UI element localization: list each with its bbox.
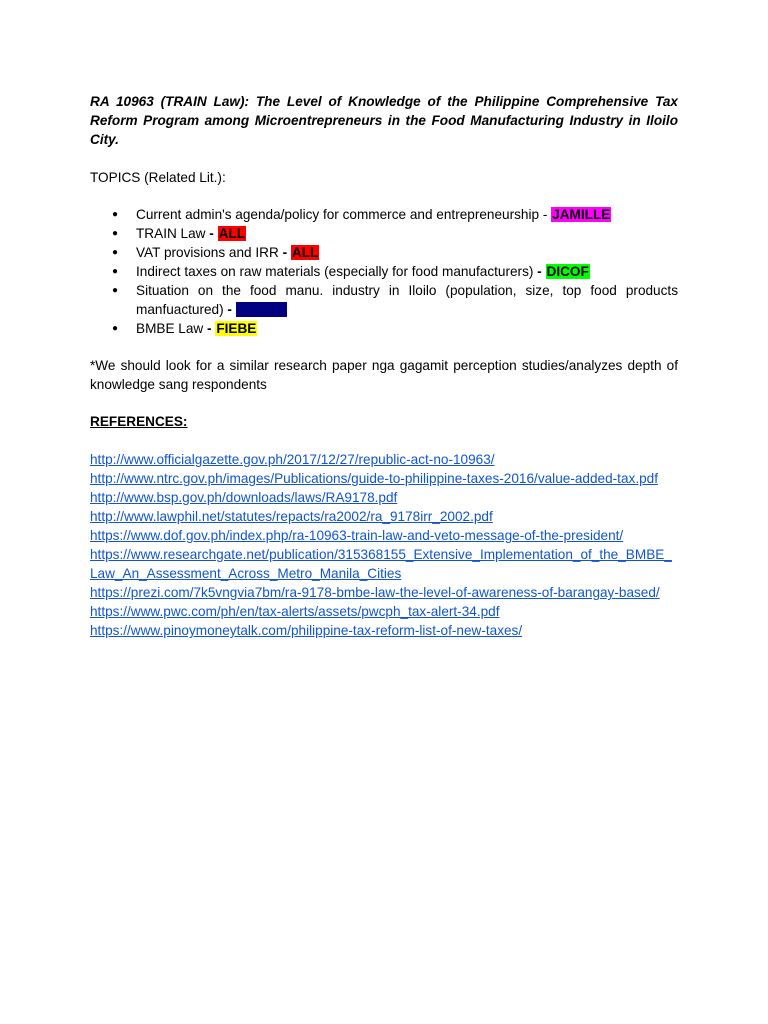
reference-link[interactable]: https://www.researchgate.net/publication/315368155_Extensive_Implementation_of_the_BMBE_Law_An_Assessment_Across_Metro_Manila_Cities — [90, 547, 672, 581]
topic-item — [90, 319, 678, 338]
reference-link[interactable]: https://prezi.com/7k5vngvia7bm/ra-9178-bmbe-law-the-level-of-awareness-of-barangay-based/ — [90, 585, 660, 600]
reference-item — [90, 488, 678, 507]
topic-assignee-badge: ALL — [291, 245, 319, 260]
bullet-icon: ● — [112, 228, 119, 239]
topic-item — [90, 262, 678, 281]
topic-assignee-badge: ROBER — [236, 302, 286, 317]
topic-assignee-badge: ALL — [218, 226, 246, 241]
topic-item — [90, 205, 678, 224]
topic-separator: - — [203, 321, 216, 336]
topics-heading: TOPICS (Related Lit.): — [90, 170, 226, 185]
topic-separator: - — [539, 207, 552, 222]
reference-link[interactable]: http://www.ntrc.gov.ph/images/Publications/guide-to-philippine-taxes-2016/value-added-tax.pdf — [90, 471, 658, 486]
topic-separator: - — [533, 264, 546, 279]
bullet-icon: ● — [112, 323, 119, 334]
topic-text: Indirect taxes on raw materials (especially for food manufacturers) — [136, 264, 534, 279]
reference-item — [90, 583, 678, 602]
reference-item — [90, 545, 678, 583]
topic-item — [90, 224, 678, 243]
reference-link[interactable]: http://www.bsp.gov.ph/downloads/laws/RA9178.pdf — [90, 490, 398, 505]
bullet-icon: ● — [112, 209, 119, 220]
references-heading: REFERENCES: — [90, 414, 188, 429]
reference-item — [90, 450, 678, 469]
topic-separator: - — [205, 226, 218, 241]
reference-link[interactable]: https://www.pinoymoneytalk.com/philippine-tax-reform-list-of-new-taxes/ — [90, 623, 523, 638]
reference-link[interactable]: http://www.lawphil.net/statutes/repacts/ra2002/ra_9178irr_2002.pdf — [90, 509, 493, 524]
topic-text: TRAIN Law — [136, 226, 206, 241]
topic-assignee-badge: FIEBE — [216, 321, 257, 336]
topic-separator: - — [223, 302, 236, 317]
references-list — [90, 450, 678, 640]
topic-text: VAT provisions and IRR — [136, 245, 279, 260]
bullet-icon: ● — [112, 285, 119, 296]
topic-item — [90, 243, 678, 262]
topic-text: BMBE Law — [136, 321, 204, 336]
topic-assignee-badge: DICOF — [546, 264, 589, 279]
topic-separator: - — [278, 245, 291, 260]
bullet-icon: ● — [112, 266, 119, 277]
reference-item — [90, 507, 678, 526]
topic-text: Current admin's agenda/policy for commerce and entrepreneurship — [136, 207, 540, 222]
reference-item — [90, 469, 678, 488]
reference-link[interactable]: http://www.officialgazette.gov.ph/2017/12/27/republic-act-no-10963/ — [90, 452, 495, 467]
reference-item — [90, 602, 678, 621]
document-page — [90, 92, 678, 640]
document-title: RA 10963 (TRAIN Law): The Level of Knowledge of the Philippine Comprehensive Tax Reform Program among Microentrepreneurs in the Food Manufacturing Industry in Iloilo City. — [90, 94, 678, 147]
research-note: *We should look for a similar research paper nga gagamit perception studies/analyzes depth of knowledge sang respondents — [90, 358, 678, 392]
bullet-icon: ● — [112, 247, 119, 258]
reference-item — [90, 526, 678, 545]
reference-item — [90, 621, 678, 640]
reference-link[interactable]: https://www.dof.gov.ph/index.php/ra-10963-train-law-and-veto-message-of-the-president/ — [90, 528, 624, 543]
topics-list — [90, 205, 678, 338]
reference-link[interactable]: https://www.pwc.com/ph/en/tax-alerts/assets/pwcph_tax-alert-34.pdf — [90, 604, 500, 619]
topic-item — [90, 281, 678, 319]
topic-text: Situation on the food manu. industry in Iloilo (population, size, top food products manfuactured) — [136, 283, 678, 317]
topic-assignee-badge: JAMILLE — [552, 207, 611, 222]
